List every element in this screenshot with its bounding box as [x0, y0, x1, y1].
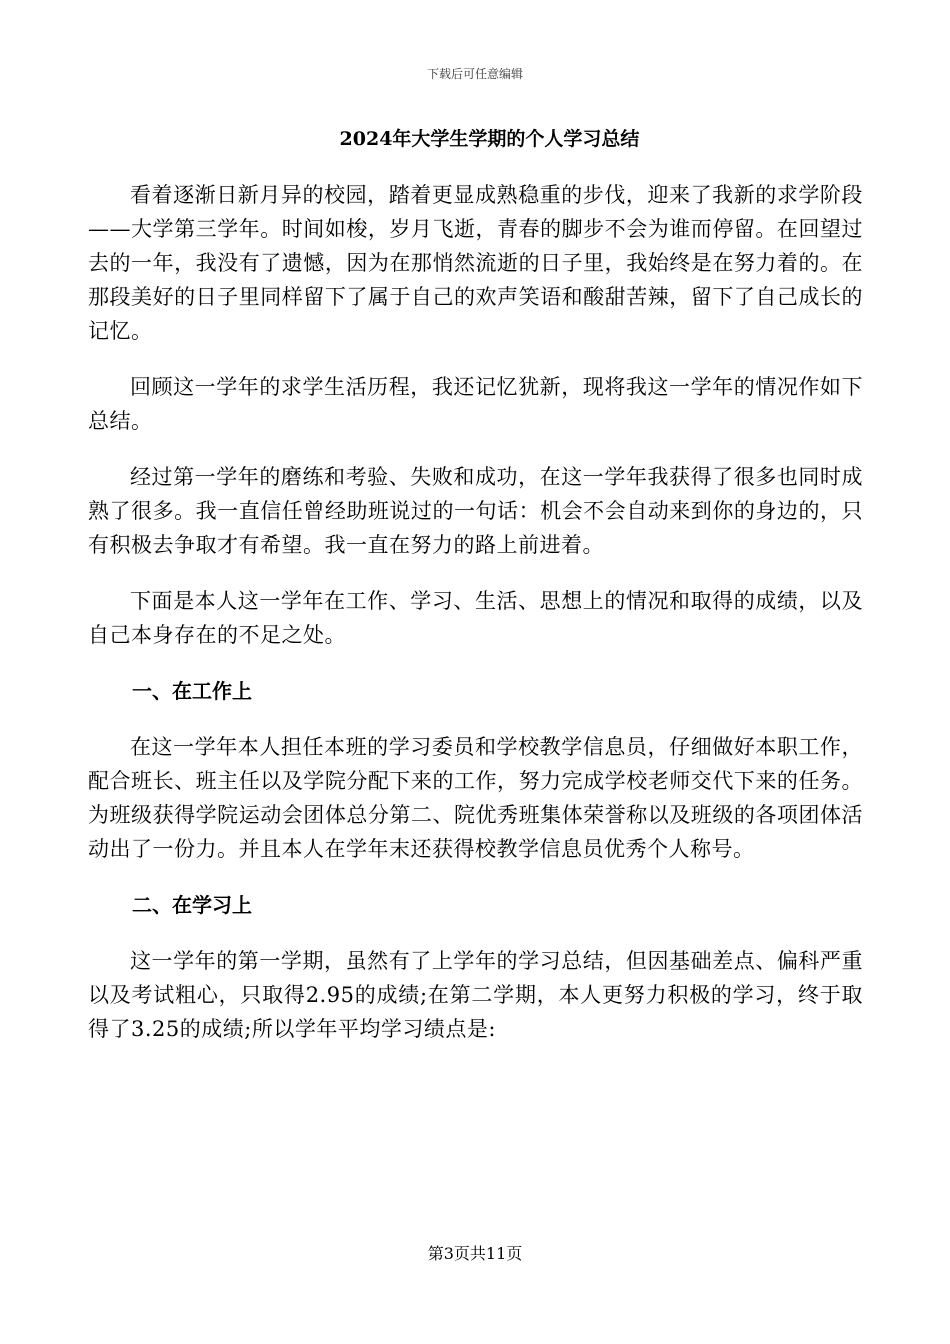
section-heading-study: 二、在学习上	[132, 893, 252, 917]
paragraph-review: 回顾这一学年的求学生活历程，我还记忆犹新，现将我这一学年的情况作如下总结。	[88, 375, 863, 433]
page-number: 第3页共11页	[427, 1244, 523, 1263]
paragraph-experience: 经过第一学年的磨练和考验、失败和成功，在这一学年我获得了很多也同时成熟了很多。我一直信任曾经助班说过的一句话：机会不会自动来到你的身边的，只有积极去争取才有希望。我一直在努力的路上前进着。	[88, 465, 863, 557]
header-note: 下载后可任意编辑	[426, 67, 523, 81]
document-body	[88, 122, 863, 1068]
section-heading-work: 一、在工作上	[132, 679, 252, 703]
paragraph-study: 这一学年的第一学期，虽然有了上学年的学习总结，但因基础差点、偏科严重以及考试粗心，只取得2.95的成绩;在第二学期，本人更努力积极的学习，终于取得了3.25的成绩;所以学年平均学习绩点是:	[88, 949, 863, 1041]
document-title: 2024年大学生学期的个人学习总结	[339, 128, 640, 150]
paragraph-overview: 下面是本人这一学年在工作、学习、生活、思想上的情况和取得的成绩，以及自己本身存在的不足之处。	[88, 589, 863, 647]
paragraph-work: 在这一学年本人担任本班的学习委员和学校教学信息员，仔细做好本职工作，配合班长、班主任以及学院分配下来的工作，努力完成学校老师交代下来的任务。为班级获得学院运动会团体总分第二、院优秀班集体荣誉称以及班级的各项团体活动出了一份力。并且本人在学年末还获得校教学信息员优秀个人称号。	[88, 735, 863, 861]
paragraph-intro: 看着逐渐日新月异的校园，踏着更显成熟稳重的步伐，迎来了我新的求学阶段——大学第三学年。时间如梭，岁月飞逝，青春的脚步不会为谁而停留。在回望过去的一年，我没有了遗憾，因为在那悄然流逝的日子里，我始终是在努力着的。在那段美好的日子里同样留下了属于自己的欢声笑语和酸甜苦辣，留下了自己成长的记忆。	[88, 183, 863, 343]
